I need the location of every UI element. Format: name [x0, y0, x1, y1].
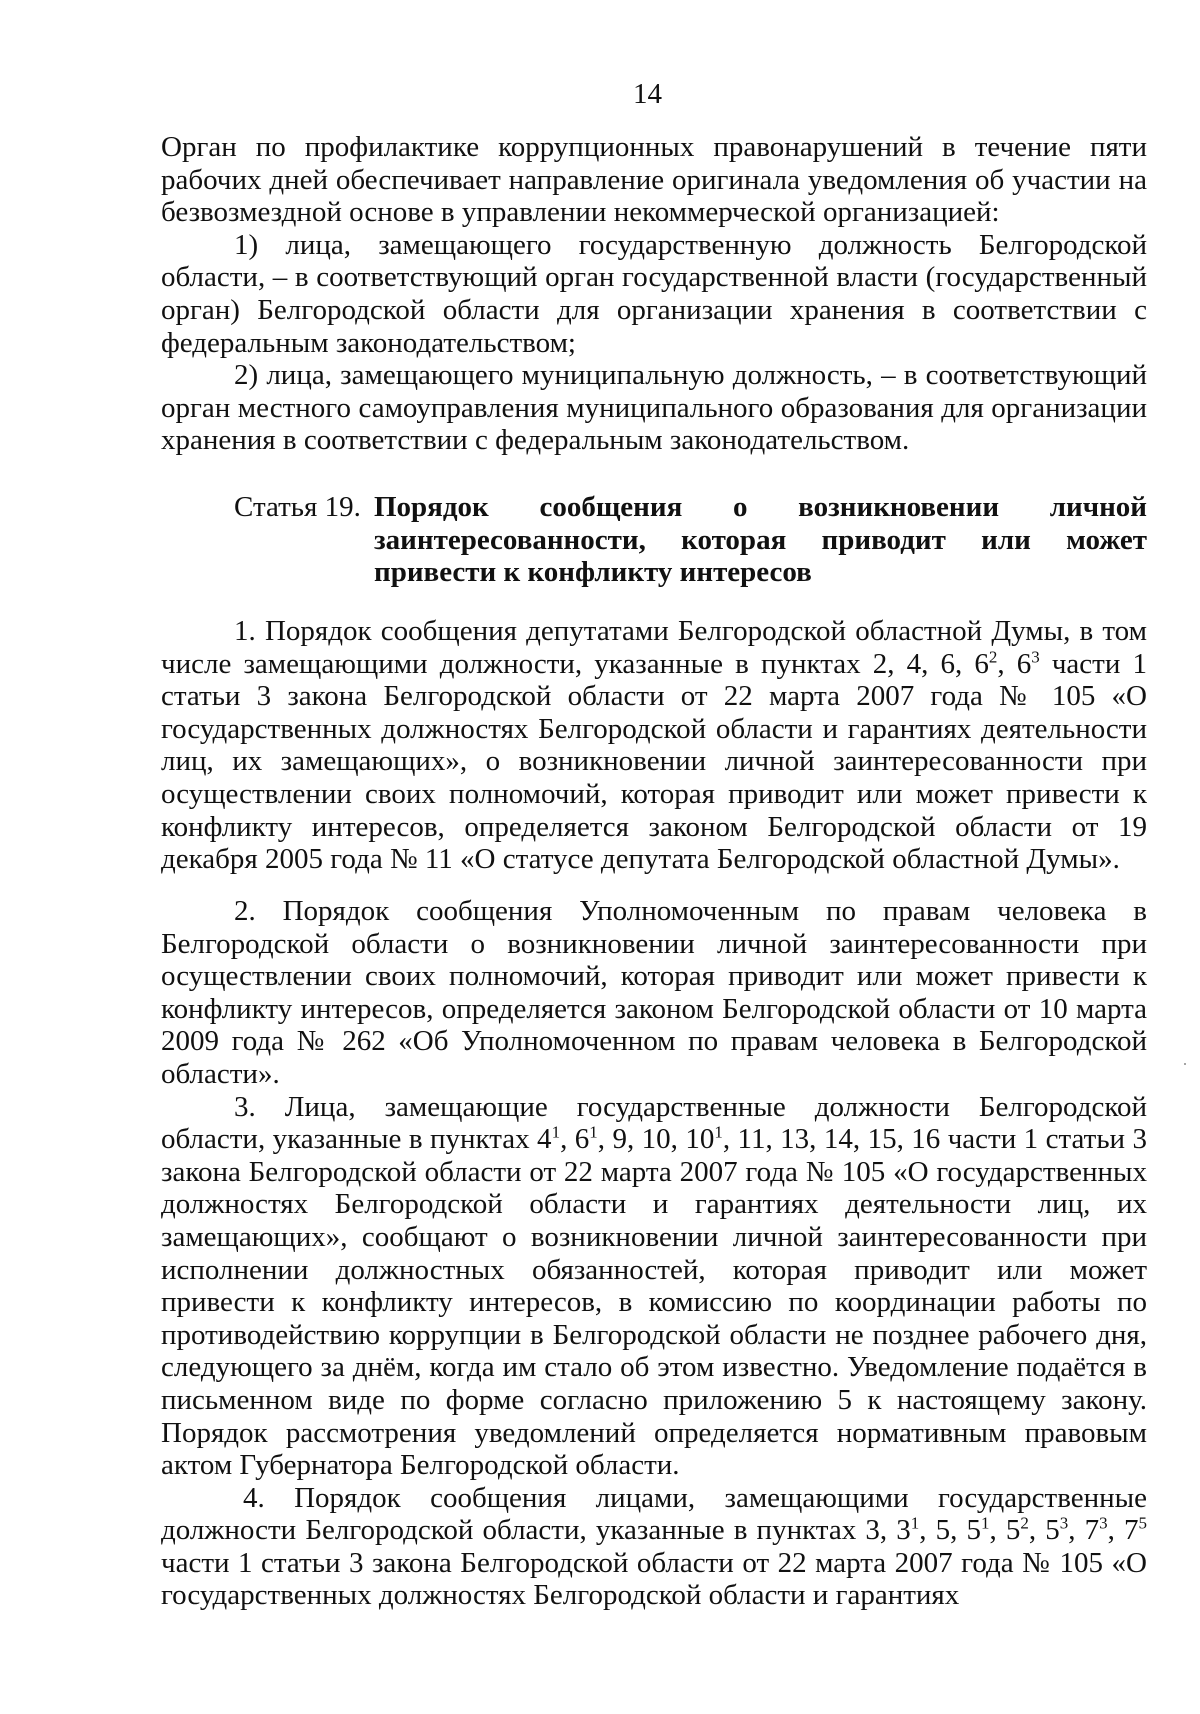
article-19-heading [234, 491, 1147, 589]
paragraph-4-sup-3: 2 [1020, 1513, 1029, 1533]
paragraph-4-text-5: , 7 [1068, 1514, 1100, 1547]
paragraph-4-sup-5: 3 [1099, 1513, 1108, 1533]
paragraph-1-text-2: , 6 [997, 647, 1032, 680]
paragraph-1-sup-2: 3 [1031, 646, 1040, 666]
paragraph-3-sup-3: 1 [714, 1122, 723, 1142]
paragraph-2: 2. Порядок сообщения Уполномоченным по правам человека в Белгородской области о возникновении личной заинтересованности при осуществлении своих полномочий, которая приводит или может привести к конфликту интересов, определяется законом Белгородской области от 10 марта 2009 года № 262 «Об Уполномоченном по правам человека в Белгородской области». [161, 895, 1147, 1090]
paragraph-4 [161, 1482, 1147, 1612]
article-19-paragraph-1 [161, 615, 1147, 876]
paragraph-4-text-7: части 1 статьи 3 закона Белгородской области от 22 марта 2007 года № 105 «О государственных должностях Белгородской области и гарантиях [161, 1546, 1147, 1612]
paragraph-4-sup-1: 1 [910, 1513, 920, 1533]
paragraph-1-sup-1: 2 [988, 646, 998, 666]
intro-paragraph: Орган по профилактике коррупционных правонарушений в течение пяти рабочих дней обеспечивает направление оригинала уведомления об участии на безвозмездной основе в управлении некоммерческой организацией: [161, 131, 1147, 229]
page-number: 14 [633, 78, 662, 110]
paragraph-4-text-1: 4. Порядок сообщения лицами, замещающими государственные должности Белгородской области, указанные в пунктах 3, 3 [161, 1481, 1147, 1547]
intro-list-item-2: 2) лица, замещающего муниципальную должность, – в соответствующий орган местного самоуправления муниципального образования для организации хранения в соответствии с федеральным законодательством. [161, 359, 1147, 457]
paragraph-3 [161, 1091, 1147, 1482]
paragraph-4-text-4: , 5 [1028, 1514, 1060, 1547]
paragraph-1-text-1: 1. Порядок сообщения депутатами Белгородской областной Думы, в том числе замещающими должности, указанные в пунктах 2, 4, 6, 6 [161, 615, 1147, 680]
paragraph-3-text-1: 3. Лица, замещающие государственные должности Белгородской области, указанные в пунктах 4 [161, 1090, 1147, 1156]
paragraph-4-sup-4: 3 [1059, 1513, 1069, 1533]
paragraph-1-text [161, 615, 1147, 876]
paragraph-4-text-3: , 5 [989, 1514, 1021, 1547]
paragraph-3-text-2: , 6 [560, 1123, 590, 1156]
article-19-title: Порядок сообщения о возникновении личной заинтересованности, которая приводит или может привести к конфликту интересов [374, 491, 1147, 589]
paragraph-4-text-2: , 5, 5 [919, 1514, 981, 1547]
article-19-paragraphs-2-4 [161, 895, 1147, 1612]
paragraph-3-sup-1: 1 [551, 1122, 561, 1142]
paragraph-4-text-6: , 7 [1107, 1514, 1139, 1547]
paragraph-3-text-4: , 11, 13, 14, 15, 16 части 1 статьи 3 закона Белгородской области от 22 марта 2007 года № 105 «О государственных должностях Белгородской области и гарантиях деятельности лиц, их замещающих», сообщают о возникновении личной заинтересованности при исполнении должностных обязанностей, которая приводит или может привести к конфликту интересов, в комиссию по координации работы по противодействию коррупции в Белгородской области не позднее рабочего дня, следующего за днём, когда им стало об этом известно. Уведомление подаётся в письменном виде по форме согласно приложению 5 к настоящему закону. Порядок рассмотрения уведомлений определяется нормативным правовым актом Губернатора Белгородской области. [161, 1123, 1148, 1482]
scan-artifact-dot [1184, 1063, 1186, 1065]
intro-section [161, 131, 1147, 457]
intro-list-item-1: 1) лица, замещающего государственную должность Белгородской области, – в соответствующий орган государственной власти (государственный орган) Белгородской области для организации хранения в соответствии с федеральным законодательством; [161, 228, 1147, 359]
paragraph-3-text-3: , 9, 10, 10 [597, 1123, 715, 1156]
paragraph-1-text-3: части 1 статьи 3 закона Белгородской области от 22 марта 2007 года № 105 «О государственных должностях Белгородской области и гарантиях деятельности лиц, их замещающих», о возникновении личной заинтересованности при осуществлении своих полномочий, которая приводит или может привести к конфликту интересов, определяется законом Белгородской области от 19 декабря 2005 года № 11 «О статусе депутата Белгородской областной Думы». [161, 647, 1147, 876]
paragraph-3-sup-2: 1 [589, 1122, 598, 1142]
paragraph-4-sup-6: 5 [1138, 1513, 1148, 1533]
paragraph-4-sup-2: 1 [980, 1513, 990, 1533]
article-19-label: Статья 19. [234, 491, 361, 523]
